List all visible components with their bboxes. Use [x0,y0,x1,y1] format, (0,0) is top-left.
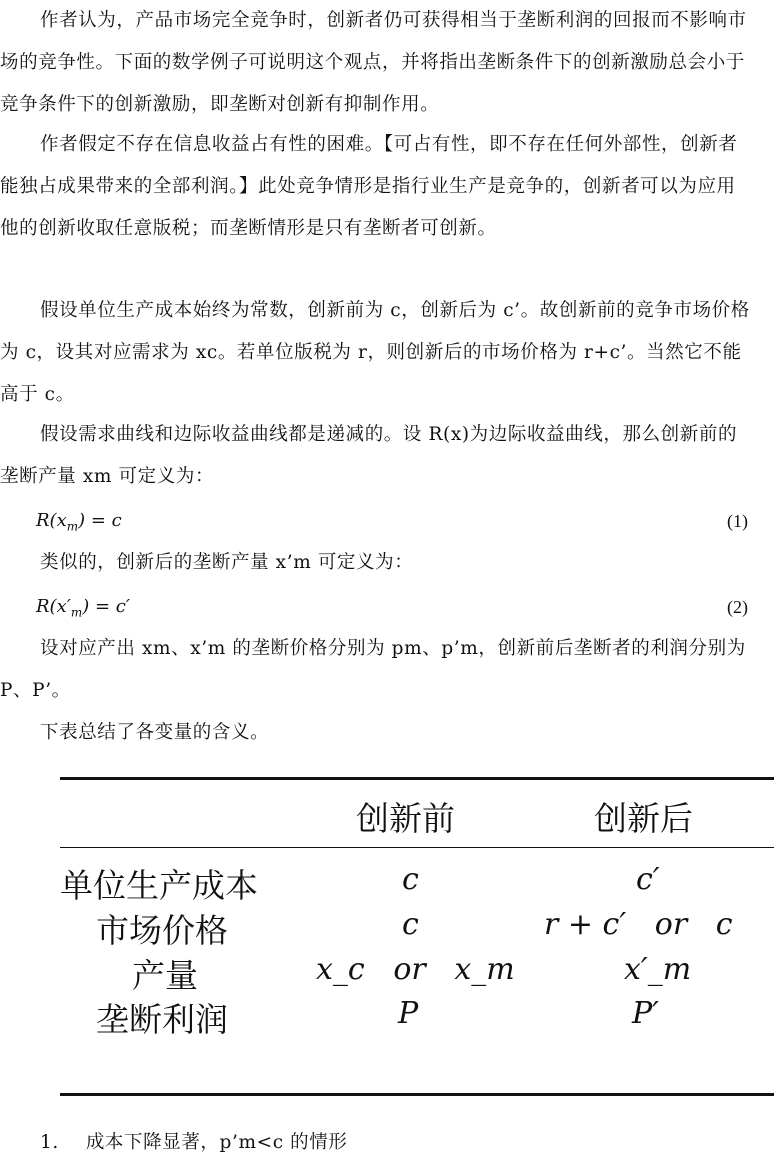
paragraph-6: 设对应产出 xm、x’m 的垄断价格分别为 pm、p’m，创新前后垄断者的利润分别为 P、P’。 [0,638,746,701]
equation-2-prime: ′ [66,596,71,617]
paragraph-1: 作者认为，产品市场完全竞争时，创新者仍可获得相当于垄断利润的回报而不影响市场的竞争性。下面的数学例子可说明这个观点，并将指出垄断条件下的创新激励总会小于竞争条件下的创新激励，即垄断对创新有抑制作用。 [0,10,747,115]
row-output-after: x′_m [624,952,692,987]
paragraph-4: 假设需求曲线和边际收益曲线都是递减的。设 R(x)为边际收益曲线，那么创新前的垄断产量 xm 可定义为： [0,424,738,487]
row-label-unit-cost: 单位生产成本 [60,866,258,905]
row-label-output: 产量 [132,956,198,995]
table-header-after: 创新后 [594,799,693,838]
table-mid-rule [60,847,774,848]
row-monopoly-profit-before: P [398,996,419,1031]
equation-2-number: (2) [727,597,748,617]
table-header-before: 创新前 [356,799,455,838]
equation-1-sub: m [66,519,79,534]
equation-1-rhs: ) = c [78,510,122,531]
row-monopoly-profit-after: P′ [632,996,659,1031]
equation-1-number: (1) [727,511,748,531]
paragraph-5: 类似的，创新后的垄断产量 x’m 可定义为： [40,552,414,573]
table-bottom-rule [60,1093,774,1096]
table-top-rule [60,777,774,780]
equation-2 [36,592,748,622]
equation-1 [36,506,748,536]
equation-1-lhs: R(x [36,510,67,531]
paragraph-3: 假设单位生产成本始终为常数，创新前为 c，创新后为 c’。故创新前的竞争市场价格为 c，设其对应需求为 xc。若单位版税为 r，则创新后的市场价格为 r+c’。当然它不能高于 c。 [0,300,750,405]
paragraph-2: 作者假定不存在信息收益占有性的困难。【可占有性，即不存在任何外部性，创新者能独占成果带来的全部利润。】此处竞争情形是指行业生产是竞争的，创新者可以为应用他的创新收取任意版税；而垄断情形是只有垄断者可创新。 [0,134,738,239]
row-market-price-after: r + c′ or c [544,907,733,942]
row-output-before: x_c or x_m [316,952,515,987]
row-label-monopoly-profit: 垄断利润 [96,1000,228,1039]
equation-2-sub: m [70,605,83,620]
row-market-price-before: c [402,907,419,942]
row-label-market-price: 市场价格 [96,911,228,950]
row-unit-cost-after: c′ [636,862,660,897]
row-unit-cost-before: c [402,862,419,897]
paragraph-7: 下表总结了各变量的含义。 [40,722,270,743]
list-item-1-text: 成本下降显著，p’m<c 的情形 [85,1132,348,1153]
list-item-1-number: 1. [40,1132,59,1153]
equation-2-rhs: ) = c′ [82,596,130,617]
list-item-1 [40,1128,347,1158]
equation-2-lhs: R(x [36,596,67,617]
